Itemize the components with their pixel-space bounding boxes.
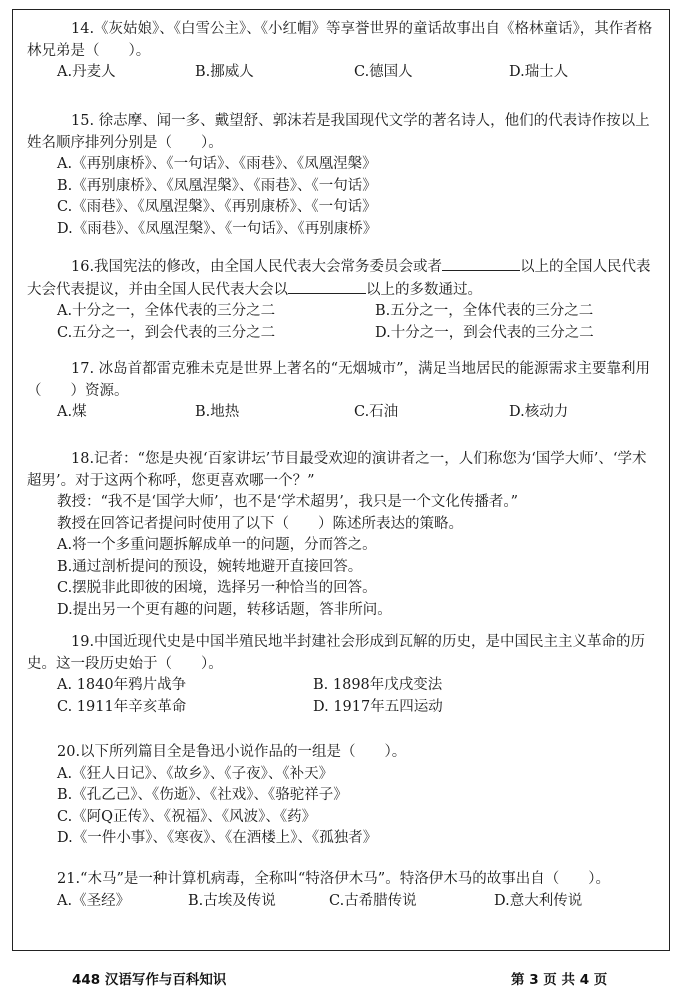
options-row [13, 301, 669, 323]
option-d: D.十分之一，到会代表的三分之二 [375, 324, 594, 341]
options-row [13, 402, 669, 424]
option-b: B.挪威人 [195, 64, 254, 80]
option-b: B.《孔乙己》、《伤逝》、《社戏》、《骆驼祥子》 [57, 787, 348, 803]
stem-part-4: 以上的多数通过。 [366, 281, 482, 298]
option-d: D. 1917年五四运动 [313, 698, 443, 715]
option-b: B.古埃及传说 [188, 892, 276, 909]
question-stem: 20.以下所列篇目全是鲁迅小说作品的一组是（ ）。 [57, 744, 407, 760]
option-a: A.将一个多重问题拆解成单一的问题，分而答之。 [57, 537, 377, 553]
options-row [13, 323, 669, 345]
footer-subject: 448 汉语写作与百科知识 [72, 972, 227, 988]
footer-page-info: 第 3 页 共 4 页 [511, 972, 608, 988]
question-19 [13, 632, 669, 718]
options-row [13, 675, 669, 697]
option-b: B.地热 [195, 404, 240, 420]
option-c: C.摆脱非此即彼的困境，选择另一种恰当的回答。 [57, 580, 377, 596]
option-d: D.提出另一个更有趣的问题，转移话题，答非所问。 [57, 601, 392, 618]
question-stem: 17. 冰岛首都雷克雅未克是世界上著名的“无烟城市”，满足当地居民的能源需求主要靠利用（ ）资源。 [27, 361, 650, 399]
options-row [13, 891, 669, 913]
professor-reply: 教授：“我不是‘国学大师’，也不是‘学术超男’，我只是一个文化传播者。” [57, 494, 519, 510]
option-a: A.《圣经》 [57, 892, 131, 909]
question-stem: 15. 徐志摩、闻一多、戴望舒、郭沫若是我国现代文学的著名诗人，他们的代表诗作按以上姓名顺序排列分别是（ ）。 [27, 113, 650, 151]
option-d: D.《一件小事》、《寒夜》、《在酒楼上》、《孤独者》 [57, 830, 378, 846]
option-c: C.五分之一，到会代表的三分之二 [57, 324, 276, 341]
question-stem: 18.记者：“您是央视‘百家讲坛’节目最受欢迎的演讲者之一，人们称您为‘国学大师’、‘学术超男’。对于这两个称呼，您更喜欢哪一个？” [27, 451, 647, 489]
option-a: A.《狂人日记》、《故乡》、《子夜》、《补天》 [57, 765, 334, 782]
question-15 [13, 111, 669, 240]
question-prompt: 教授在回答记者提问时使用了以下（ ）陈述所表达的策略。 [57, 515, 463, 532]
option-a: A.《再别康桥》、《一句话》、《雨巷》、《凤凰涅槃》 [57, 156, 377, 172]
options-row [13, 697, 669, 719]
question-stem: 21.“木马”是一种计算机病毒，全称叫“特洛伊木马”。特洛伊木马的故事出自（ ）。 [57, 871, 610, 887]
answer-blank-2 [288, 279, 366, 294]
question-21 [13, 869, 669, 912]
options-row [13, 62, 669, 84]
option-b: B. 1898年戊戌变法 [313, 677, 443, 693]
option-b: B.五分之一，全体代表的三分之二 [375, 303, 594, 319]
question-18 [13, 449, 669, 621]
question-stem: 19.中国近现代史是中国半殖民地半封建社会形成到瓦解的历史，是中国民主主义革命的历史。这一段历史始于（ ）。 [27, 634, 646, 672]
option-b: B.通过剖析提问的预设，婉转地避开直接回答。 [57, 558, 363, 575]
question-stem [13, 256, 669, 301]
option-a: A.煤 [57, 404, 87, 420]
option-c: C.石油 [354, 404, 399, 420]
option-d: D.《雨巷》、《凤凰涅槃》、《一句话》、《再别康桥》 [57, 220, 378, 237]
stem-part-1: 16.我国宪法的修改，由全国人民代表大会常务委员会或者 [71, 259, 443, 275]
option-b: B.《再别康桥》、《凤凰涅槃》、《雨巷》、《一句话》 [57, 177, 377, 194]
option-a: A. 1840年鸦片战争 [57, 677, 187, 693]
exam-page-frame [12, 9, 670, 951]
option-c: C.德国人 [354, 64, 413, 80]
option-d: D.核动力 [509, 404, 569, 420]
stem-part-2: 以上的全国 [520, 259, 593, 275]
option-c: C.《雨巷》、《凤凰涅槃》、《再别康桥》、《一句话》 [57, 199, 377, 215]
question-16 [13, 256, 669, 344]
question-stem: 14.《灰姑娘》、《白雪公主》、《小红帽》等享誉世界的童话故事出自《格林童话》，其作者格林兄弟是（ ）。 [27, 21, 653, 59]
option-c: C. 1911年辛亥革命 [57, 698, 187, 715]
option-c: C.古希腊传说 [329, 892, 417, 909]
option-d: D.瑞士人 [509, 64, 569, 80]
question-14 [13, 19, 669, 84]
question-20 [13, 742, 669, 850]
option-a: A.十分之一，全体代表的三分之二 [57, 303, 276, 319]
option-a: A.丹麦人 [57, 64, 116, 80]
stem-part-3: 人民代表大会代表提议，并由全国人民代表大会以 [27, 259, 651, 298]
option-c: C.《阿Q正传》、《祝福》、《风波》、《药》 [57, 808, 317, 825]
option-d: D.意大利传说 [494, 892, 583, 909]
question-17 [13, 359, 669, 424]
answer-blank-1 [442, 256, 520, 271]
